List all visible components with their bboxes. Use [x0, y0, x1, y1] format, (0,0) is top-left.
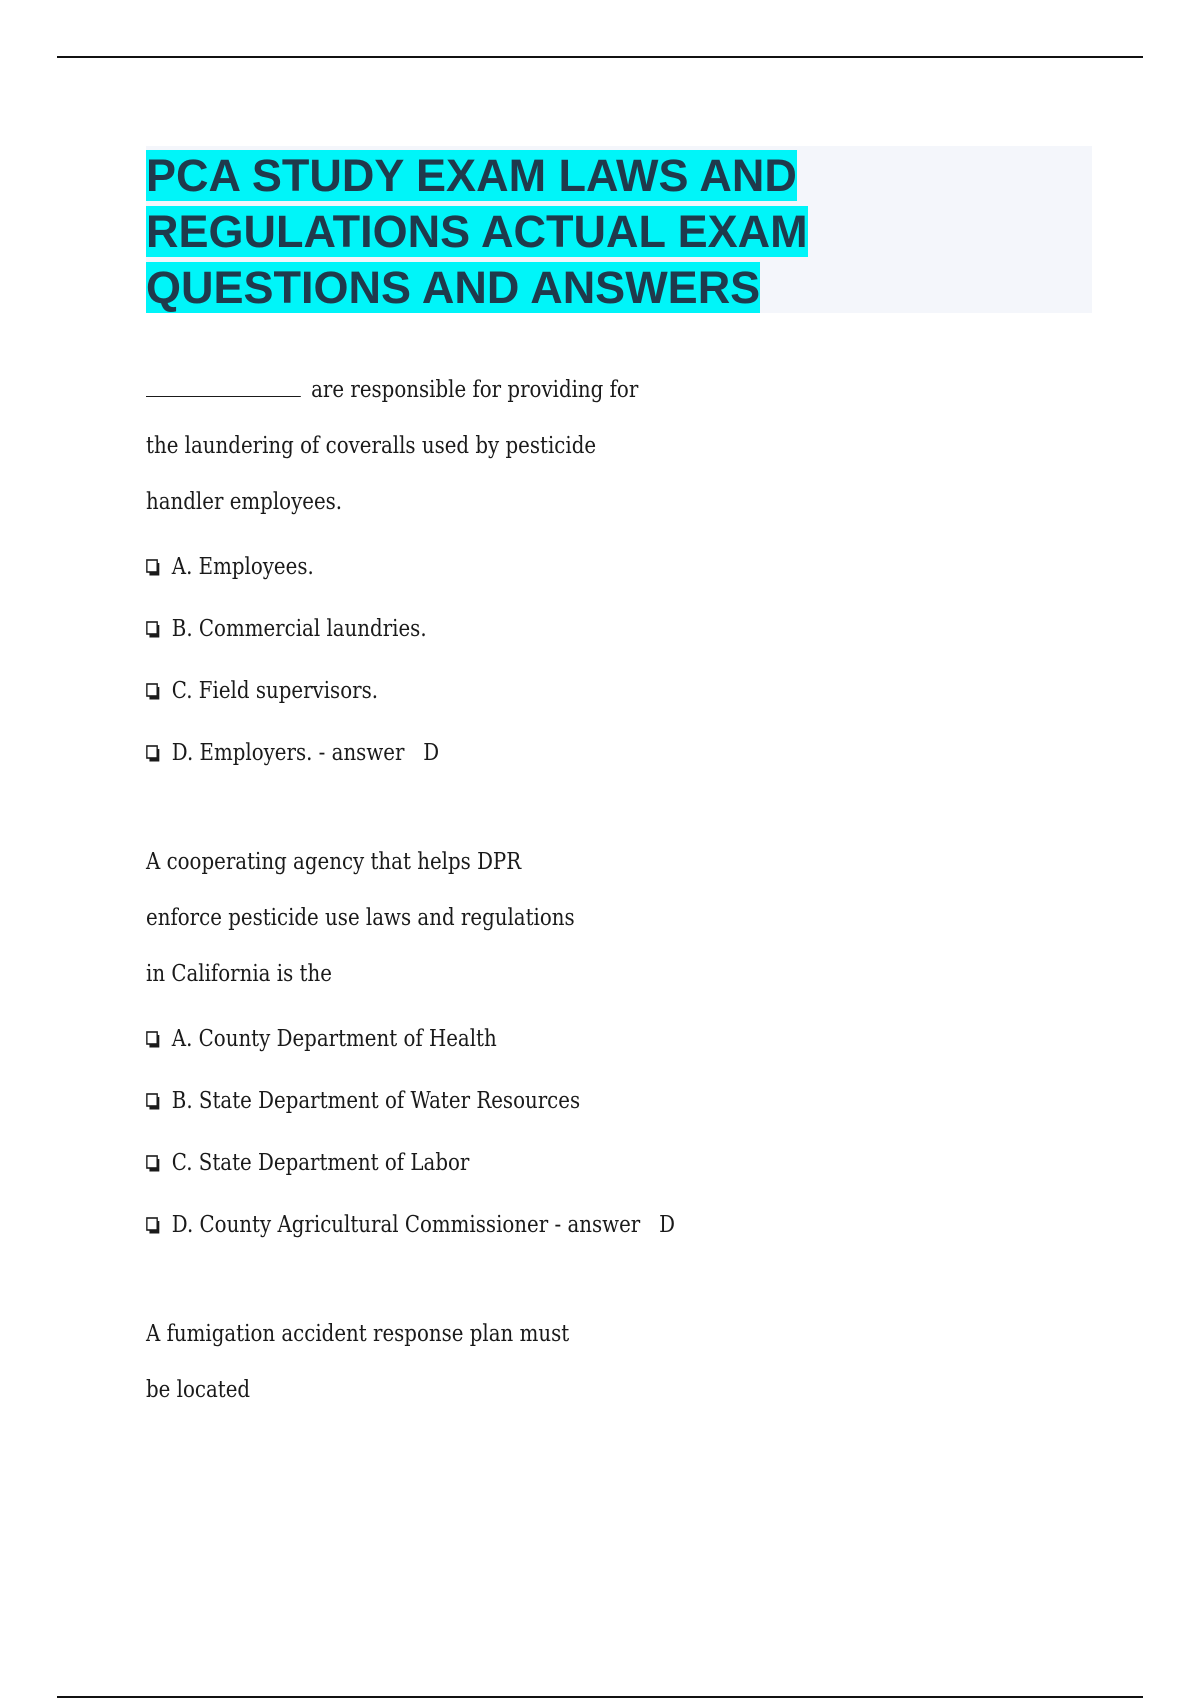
question-line: the laundering of coveralls used by pesticide: [146, 433, 597, 459]
header-rule: [57, 56, 1143, 58]
fill-in-blank: [146, 396, 301, 397]
checkbox-icon: [146, 621, 161, 638]
question-line: in California is the: [146, 961, 332, 987]
answer-option-label: C. State Department of Labor: [171, 1150, 470, 1176]
answer-option-label: B. Commercial laundries.: [171, 616, 427, 642]
answer-option: [146, 536, 920, 598]
answer-option-label: D. Employers. - answer D: [171, 740, 440, 766]
footer-rule: [57, 1696, 1143, 1698]
answer-option: [146, 1194, 920, 1256]
answer-options: [146, 1008, 920, 1256]
title-highlight: PCA STUDY EXAM LAWS AND REGULATIONS ACTUAL EXAM QUESTIONS AND ANSWERS: [146, 150, 808, 313]
answer-option-label: A. Employees.: [171, 554, 314, 580]
answer-option-label: B. State Department of Water Resources: [171, 1088, 581, 1114]
question-line: handler employees.: [146, 489, 343, 515]
answer-option: [146, 598, 920, 660]
answer-option-label: C. Field supervisors.: [171, 678, 379, 704]
answer-option: [146, 1008, 920, 1070]
answer-option: [146, 1070, 920, 1132]
checkbox-icon: [146, 683, 161, 700]
answer-option-label: D. County Agricultural Commissioner - answer D: [171, 1212, 675, 1238]
question-line: be located: [146, 1377, 251, 1403]
checkbox-icon: [146, 1093, 161, 1110]
checkbox-icon: [146, 745, 161, 762]
checkbox-icon: [146, 1217, 161, 1234]
question-line: are responsible for providing for: [146, 362, 920, 418]
answer-option: [146, 722, 920, 784]
checkbox-icon: [146, 559, 161, 576]
question-2: [146, 834, 920, 1256]
question-line: A cooperating agency that helps DPR: [146, 849, 522, 875]
question-line: A fumigation accident response plan must: [146, 1321, 570, 1347]
answer-options: [146, 536, 920, 784]
question-list: [146, 362, 920, 1418]
question-1: [146, 362, 920, 784]
answer-option: [146, 1132, 920, 1194]
checkbox-icon: [146, 1155, 161, 1172]
checkbox-icon: [146, 1031, 161, 1048]
answer-option-label: A. County Department of Health: [171, 1026, 497, 1052]
question-3: [146, 1306, 920, 1418]
document-title: [146, 148, 906, 316]
question-line: enforce pesticide use laws and regulations: [146, 905, 575, 931]
answer-option: [146, 660, 920, 722]
